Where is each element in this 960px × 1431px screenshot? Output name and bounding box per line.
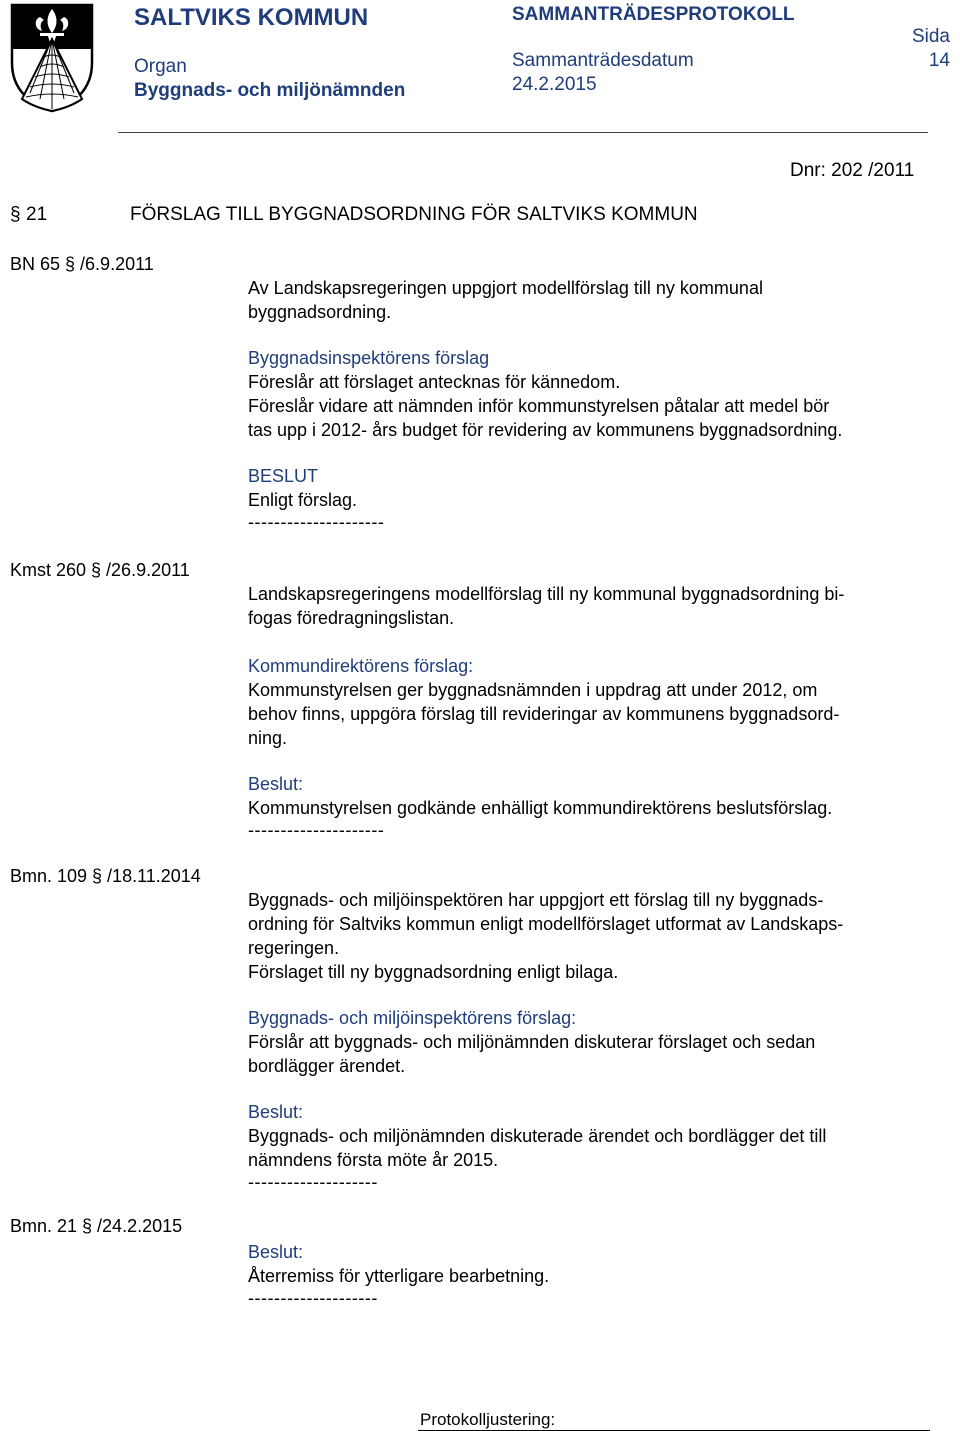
block-1-proposal-heading: Byggnadsinspektörens förslag [248,348,490,368]
text-line: Av Landskapsregeringen uppgjort modellförslag till ny kommunal [248,278,763,298]
text-line: Föreslår att förslaget antecknas för kännedom. [248,372,621,392]
text-line: ning. [248,728,288,748]
block-2-proposal-heading: Kommundirektörens förslag: [248,656,474,676]
page-number: 14 [928,50,950,71]
block-2-intro [248,582,928,630]
block-1-decision-heading: BESLUT [248,466,319,486]
block-2-proposal-text [248,678,928,750]
block-3-decision-heading: Beslut: [248,1102,304,1122]
block-3-intro [248,888,928,984]
reference-bmn-109: Bmn. 109 § /18.11.2014 [10,866,201,886]
reference-kmst-260: Kmst 260 § /26.9.2011 [10,560,190,580]
reference-bn-65: BN 65 § /6.9.2011 [10,254,154,274]
text-line: Landskapsregeringens modellförslag till ny kommunal byggnadsordning bi- [248,584,845,604]
text-line: Kommunstyrelsen godkände enhälligt kommundirektörens beslutsförslag. [248,798,833,818]
section-title: FÖRSLAG TILL BYGGNADSORDNING FÖR SALTVIKS KOMMUN [130,204,698,225]
page-label: Sida [911,26,950,47]
text-line: behov finns, uppgöra förslag till revideringar av kommunens byggnadsord- [248,704,840,724]
block-3-proposal-text [248,1030,928,1078]
footer-label: Protokolljustering: [420,1410,556,1429]
org-name: SALTVIKS KOMMUN [134,4,369,31]
block-4-separator: -------------------- [248,1288,378,1308]
block-4-decision-heading: Beslut: [248,1242,304,1262]
block-1-separator: --------------------- [248,512,385,532]
block-1-intro [248,276,928,324]
section-number: 21 [26,204,48,225]
text-line: bordlägger ärendet. [248,1056,406,1076]
text-line: byggnadsordning. [248,302,392,322]
header-divider [118,132,928,133]
block-1-proposal-text [248,370,928,442]
text-line: regeringen. [248,938,340,958]
organ-value: Byggnads- och miljönämnden [134,80,406,101]
meeting-date-label: Sammanträdesdatum [512,50,694,71]
text-line: Förslaget till ny byggnadsordning enligt bilaga. [248,962,619,982]
block-2-decision-text [248,796,928,820]
meeting-date-value: 24.2.2015 [512,74,597,95]
block-3-separator: -------------------- [248,1172,378,1192]
text-line: Kommunstyrelsen ger byggnadsnämnden i uppdrag att under 2012, om [248,680,818,700]
text-line: Återremiss för ytterligare bearbetning. [248,1266,550,1286]
text-line: Byggnads- och miljönämnden diskuterade ärendet och bordlägger det till [248,1126,827,1146]
text-line: tas upp i 2012- års budget för revidering av kommunens byggnadsordning. [248,420,843,440]
document-type: SAMMANTRÄDESPROTOKOLL [512,4,795,25]
block-1-decision-text [248,488,928,512]
text-line: Förslår att byggnads- och miljönämnden diskuterar förslaget och sedan [248,1032,816,1052]
text-line: fogas föredragningslistan. [248,608,455,628]
text-line: Enligt förslag. [248,490,358,510]
section-symbol: § [10,204,21,225]
block-2-decision-heading: Beslut: [248,774,304,794]
block-3-decision-text [248,1124,928,1172]
block-2-separator: --------------------- [248,820,385,840]
reference-bmn-21: Bmn. 21 § /24.2.2015 [10,1216,183,1236]
coat-of-arms-logo [10,3,94,113]
text-line: Föreslår vidare att nämnden inför kommunstyrelsen påtalar att medel bör [248,396,830,416]
block-3-proposal-heading: Byggnads- och miljöinspektörens förslag: [248,1008,577,1028]
diary-number: Dnr: 202 /2011 [790,160,915,181]
text-line: ordning för Saltviks kommun enligt modellförslaget utformat av Landskaps- [248,914,844,934]
organ-label: Organ [134,56,187,77]
text-line: Byggnads- och miljöinspektören har uppgjort ett förslag till ny byggnads- [248,890,824,910]
text-line: nämndens första möte år 2015. [248,1150,499,1170]
block-4-decision-text [248,1264,928,1288]
